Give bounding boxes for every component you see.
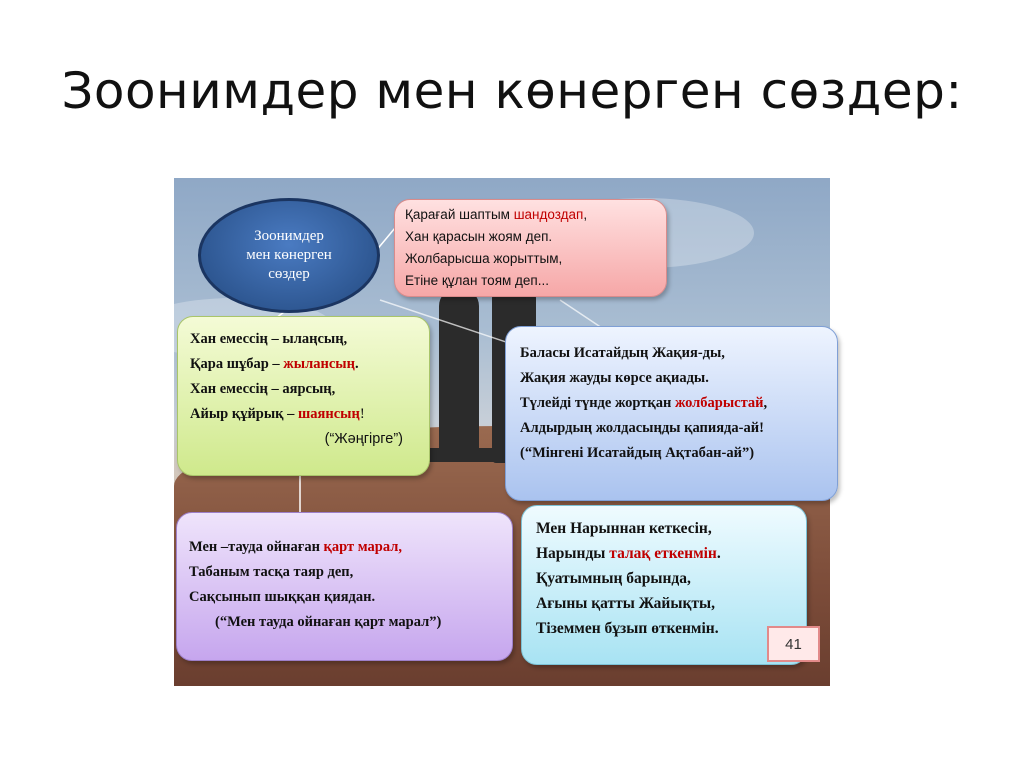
text: . [354,356,359,372]
poem-line: Табаным тасқа таяр деп, [189,564,354,580]
poem-line: Ағыны қатты Жайықты, [536,595,715,612]
poem-line: Баласы Исатайдың Жақия-ды, [520,345,725,361]
poem-source: (“Мінгені Исатайдың Ақтабан-ай”) [520,445,755,461]
poem-box-violet [176,512,513,661]
text: Мен –тауда ойнаған [189,539,324,555]
slide-title: Зоонимдер мен көнерген сөздер: [61,62,963,120]
poem-line: Тіземмен бұзып өткенмін. [536,620,719,637]
text: . [716,545,721,562]
highlight-word: жолбарыстай [674,395,764,411]
topic-oval [198,198,380,313]
text: Қарағай шаптым [405,207,514,222]
highlight-word: қарт марал, [323,539,403,555]
poem-line: Қуатымның барында, [536,570,691,587]
text: Түлейді түнде жортқан [520,395,675,411]
poem-source: (“Мен тауда ойнаған қарт марал”) [215,614,442,630]
poem-line [405,204,656,226]
highlight-word: жылансың [283,356,355,372]
poem-box-pink [394,199,667,297]
poem-line: Етіне құлан тоям деп... [405,273,549,288]
page-number-badge: 41 [767,626,820,662]
poem-line: Сақсынып шыққан қиядан. [189,589,376,605]
poem-source: (“Жәңгірге”) [324,431,403,447]
oval-line: сөздер [268,266,310,282]
text: , [583,207,588,222]
poem-line: Хан қарасын жоям деп. [405,229,553,244]
poem-line: Жақия жауды көрсе ақиады. [520,370,709,386]
poem-box-cyan [521,505,807,665]
oval-line: мен көнерген [246,247,332,263]
poem-line: Хан емессің – аярсың, [190,381,336,397]
poem-line [189,535,500,560]
poem-line: Жолбарысша жорыттым, [405,251,563,266]
text: Нарынды [536,545,610,562]
text: Қара шұбар – [190,356,284,372]
oval-line: Зоонимдер [254,228,324,244]
highlight-word: шандоздап [513,207,584,222]
poem-box-blue [505,326,838,501]
poem-line: Хан емессің – ылаңсың, [190,331,348,347]
text: , [763,395,768,411]
poem-box-green [177,316,430,476]
poem-line [520,391,823,416]
poem-line: Мен Нарыннан кеткесін, [536,520,712,537]
poem-line [536,541,792,566]
highlight-word: талақ еткенмін [609,545,717,562]
poem-line [190,352,417,377]
highlight-word: шаянсың [298,406,360,422]
poem-line [190,402,417,427]
text: Айыр құйрық – [190,406,299,422]
text: ! [359,406,365,422]
poem-line: Алдырдың жолдасыңды қапияда-ай! [520,420,764,436]
